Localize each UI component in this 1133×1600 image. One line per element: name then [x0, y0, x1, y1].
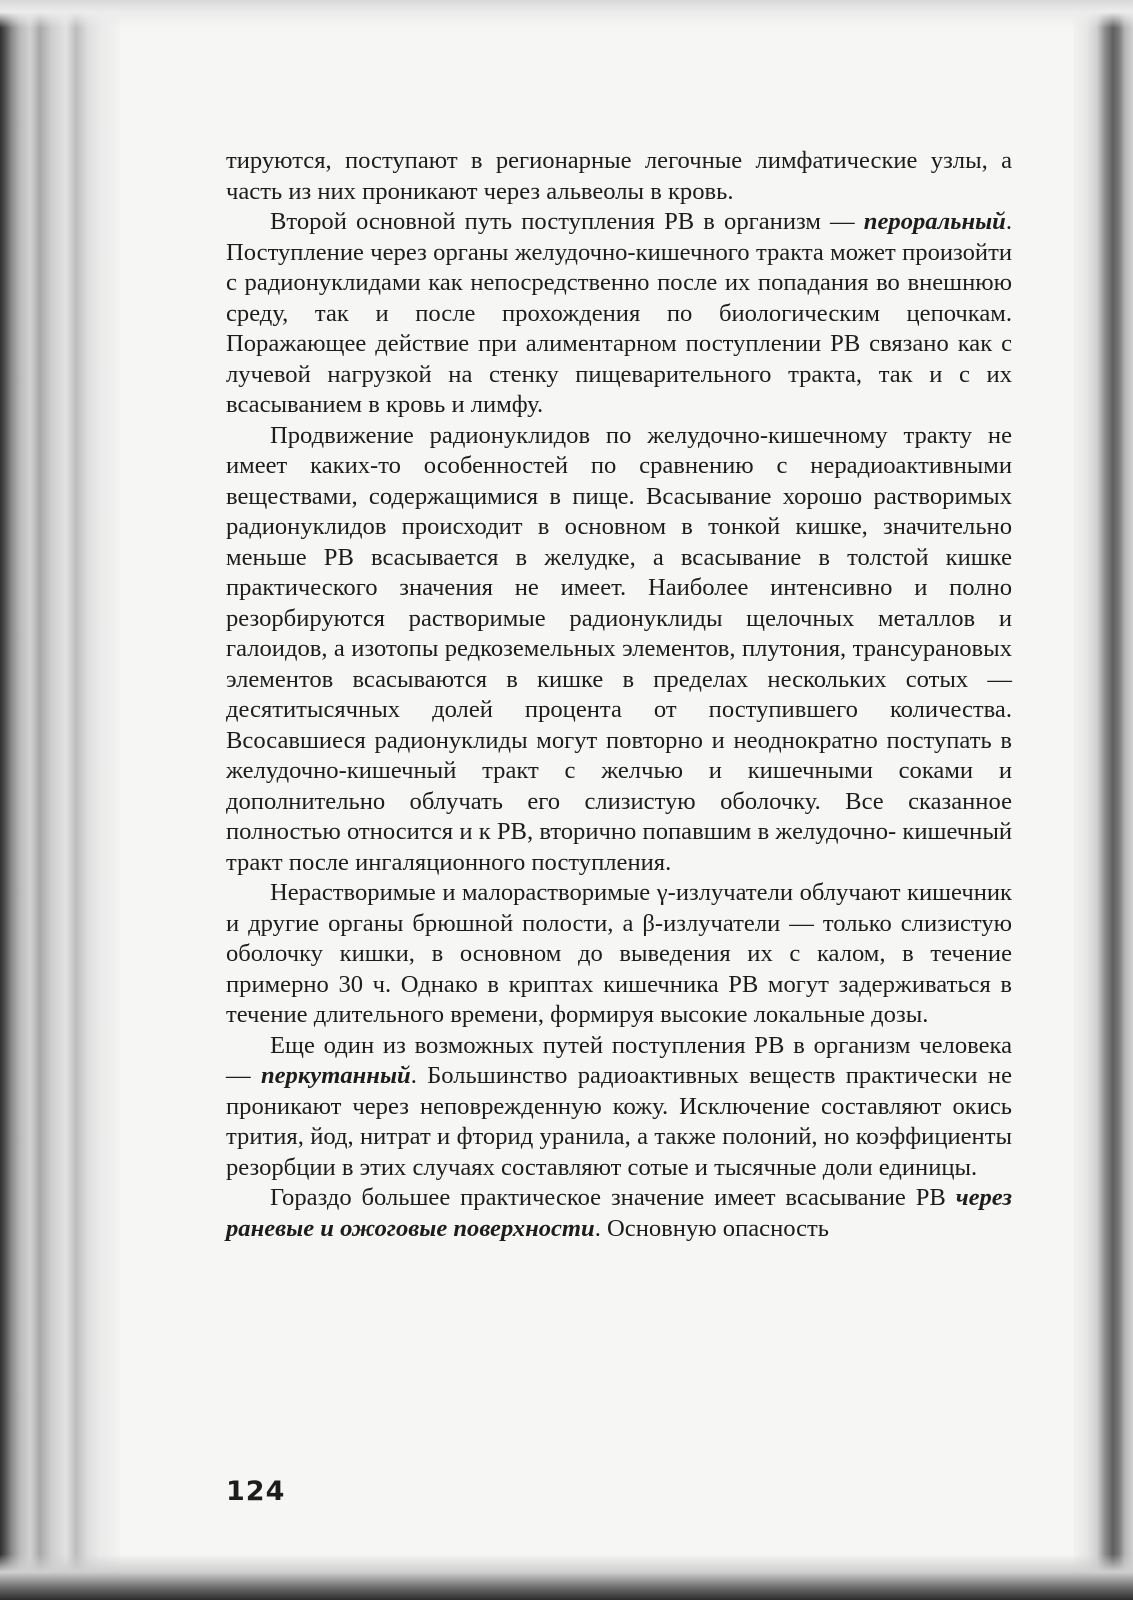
paragraph-continued: тируются, поступают в регионарные легочные лимфатические узлы, а часть из них проникают через альвеолы в кровь.: [226, 147, 1012, 205]
page-edge-bottom: [0, 1554, 1133, 1600]
paragraph-text: . Поступление через органы желудочно-кишечного тракта может произойти с радионуклидами как непосредственно после их попадания во внешнюю среду, так и после прохождения по биологическим цепочкам. Поражающее действие при алиментарном поступлении РВ связано как с лучевой нагрузкой на стенку пищеварительного тракта, так и с их всасыванием в кровь и лимфу.: [226, 208, 1012, 418]
paragraph-text: Гораздо большее практическое значение имеет всасывание РВ: [270, 1184, 956, 1211]
page-edge-right: [1073, 0, 1133, 1600]
page-number: 124: [226, 1476, 286, 1507]
paragraph-peroral: [226, 207, 1012, 421]
paragraph-insoluble-emitters: Нерастворимые и малорастворимые γ-излучатели облучают кишечник и другие органы брюшной полости, а β-излучатели — только слизистую оболочку кишки, в основном до выведения их с калом, в течение примерно 30 ч. Однако в криптах кишечника РВ могут задерживаться в течение длительного времени, формируя высокие локальные дозы.: [226, 879, 1012, 1028]
paragraph-text: Второй основной путь поступления РВ в организм —: [270, 208, 864, 235]
paragraph-text: . Большинство радиоактивных веществ практически не проникают через неповрежденную кожу. Исключение составляют окись трития, йод, нитрат и фторид уранила, а также полоний, но коэффициенты резорбции в этих случаях составляют сотые и тысячные доли единицы.: [226, 1062, 1013, 1181]
term-percutaneous: перкутанный: [260, 1062, 411, 1089]
book-spine-shadow: [0, 0, 120, 1600]
page-edge-top: [0, 0, 1133, 28]
paragraph-gi-tract: Продвижение радионуклидов по желудочно-кишечному тракту не имеет каких-то особенностей по сравнению с нерадиоактивными веществами, содержащимися в пище. Всасывание хорошо растворимых радионуклидов происходит в основном в тонкой кишке, значительно меньше РВ всасывается в желудке, а всасывание в толстой кишке практического значения не имеет. Наиболее интенсивно и полно резорбируются растворимые радионуклиды щелочных металлов и галоидов, а изотопы редкоземельных элементов, плутония, трансурановых элементов всасываются в кишке в пределах нескольких сотых — десятитысячных долей процента от поступившего количества. Всосавшиеся радионуклиды могут повторно и неоднократно поступать в желудочно-кишечный тракт с желчью и кишечными соками и дополнительно облучать его слизистую оболочку. Все сказанное полностью относится и к РВ, вторично попавшим в желудочно- кишечный тракт после ингаляционного поступления.: [226, 421, 1012, 876]
paragraph-percutaneous: [226, 1031, 1012, 1184]
paragraph-wounds-burns: [226, 1183, 1012, 1244]
term-wounds-burns: через раневые и ожоговые поверхности: [226, 1184, 1012, 1242]
paragraph-text: Еще один из возможных путей поступления РВ в организм человека —: [226, 1031, 1012, 1089]
body-text: [226, 146, 1012, 1244]
paragraph-text: . Основную опасность: [594, 1214, 830, 1242]
term-peroral: пероральный: [863, 208, 1006, 235]
